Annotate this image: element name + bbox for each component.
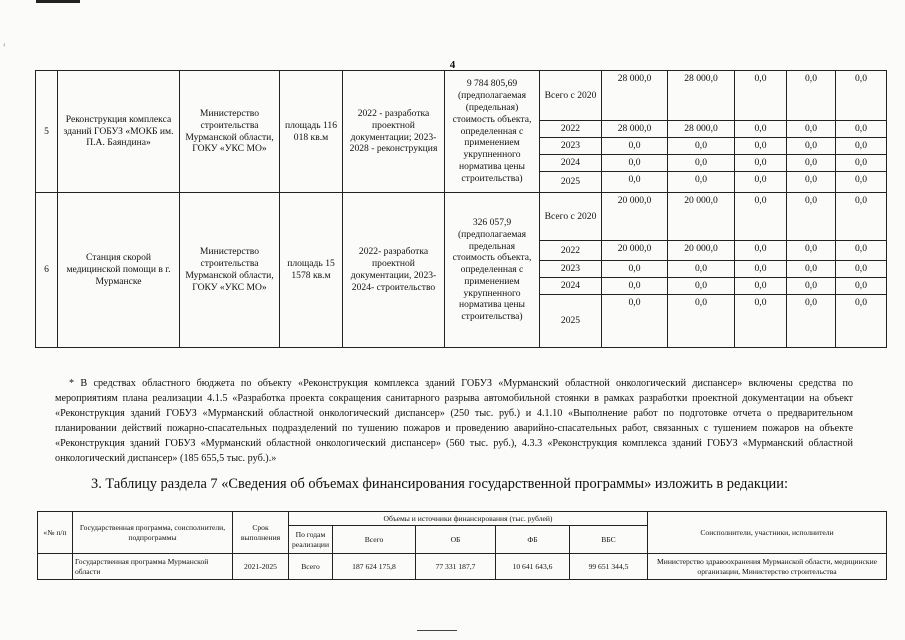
- amount-cell: 0,0: [787, 138, 836, 155]
- amount-cell: 28 000,0: [602, 71, 668, 121]
- header-funding: Объемы и источники финансирования (тыс. рублей): [289, 512, 648, 526]
- year-cell: 2024: [540, 155, 602, 172]
- row-by-year: Всего: [289, 554, 333, 580]
- capital-objects-table: [35, 70, 887, 348]
- amount-cell: 0,0: [787, 71, 836, 121]
- amount-cell: 0,0: [787, 193, 836, 241]
- amount-cell: 0,0: [836, 121, 887, 138]
- responsible-cell: Министерство строительства Мурманской области, ГОКУ «УКС МО»: [180, 193, 280, 348]
- amount-cell: 0,0: [735, 278, 787, 295]
- funding-table: [37, 511, 887, 580]
- section-heading: 3. Таблицу раздела 7 «Сведения об объемах финансирования государственной программы» изложить в редакции:: [91, 476, 788, 492]
- header-vbs: ВБС: [570, 526, 648, 554]
- table-row: [36, 193, 887, 241]
- amount-cell: 0,0: [735, 261, 787, 278]
- bottom-rule: [417, 630, 457, 631]
- footnote-text: * В средствах областного бюджета по объекту «Реконструкция комплекса зданий ГОБУЗ «Мурманский областной онкологический диспансер» включены средства по мероприятиям плана реализации 4.1.5 «Разработка проекта сокращения санитарного разрыва автомобильной стоянки в рамках разработки проектной документации на объект «Реконструкция зданий ГОБУЗ «Мурманский областной онкологический диспансер» (250 тыс. руб.) и 4.1.10 «Выполнение работ по подготовке отчета о предварительном планировании действий пожарно-спасательных подразделений по тушению пожаров и проведению аварийно-спасательных работ, связанных с тушением пожаров на объекте «Реконструкция зданий ГОБУЗ «Мурманский областной онкологический диспансер» (560 тыс. руб.), 4.3.3 «Реконструкция комплекса зданий ГОБУЗ «Мурманский областной онкологический диспансер» (185 655,5 тыс. руб.).»: [55, 378, 853, 464]
- header-executors: Соисполнители, участники, исполнители: [648, 512, 887, 554]
- amount-cell: 0,0: [836, 241, 887, 261]
- amount-cell: 0,0: [602, 155, 668, 172]
- amount-cell: 0,0: [787, 155, 836, 172]
- amount-cell: 0,0: [836, 295, 887, 348]
- row-term: 2021-2025: [233, 554, 289, 580]
- row-number-cell: 6: [36, 193, 58, 348]
- amount-cell: 20 000,0: [602, 193, 668, 241]
- amount-cell: 0,0: [836, 193, 887, 241]
- year-cell: 2023: [540, 138, 602, 155]
- table-row: [36, 71, 887, 121]
- page-number: 4: [449, 59, 456, 71]
- amount-cell: 0,0: [787, 172, 836, 193]
- amount-cell: 0,0: [735, 121, 787, 138]
- amount-cell: 0,0: [735, 138, 787, 155]
- period-cell: 2022- разработка проектной документации, 2023-2024- строительство: [343, 193, 445, 348]
- year-cell: 2025: [540, 295, 602, 348]
- header-by-year: По годам реализации: [289, 526, 333, 554]
- amount-cell: 20 000,0: [668, 241, 735, 261]
- row-number-cell: 5: [36, 71, 58, 193]
- amount-cell: 0,0: [735, 295, 787, 348]
- year-cell: Всего с 2020: [540, 193, 602, 241]
- amount-cell: 0,0: [602, 172, 668, 193]
- amount-cell: 0,0: [602, 278, 668, 295]
- amount-cell: 0,0: [787, 121, 836, 138]
- amount-cell: 0,0: [787, 241, 836, 261]
- year-cell: 2025: [540, 172, 602, 193]
- amount-cell: 0,0: [787, 295, 836, 348]
- row-fb: 10 641 643,6: [496, 554, 570, 580]
- object-name-cell: Реконструкция комплекса зданий ГОБУЗ «МОКБ им. П.А. Баяндина»: [58, 71, 180, 193]
- year-cell: 2024: [540, 278, 602, 295]
- amount-cell: 0,0: [602, 261, 668, 278]
- year-cell: Всего с 2020: [540, 71, 602, 121]
- year-cell: 2023: [540, 261, 602, 278]
- amount-cell: 0,0: [668, 261, 735, 278]
- amount-cell: 0,0: [836, 261, 887, 278]
- period-cell: 2022 - разработка проектной документации; 2023-2028 - реконструкция: [343, 71, 445, 193]
- amount-cell: 28 000,0: [668, 121, 735, 138]
- header-ob: ОБ: [416, 526, 496, 554]
- year-cell: 2022: [540, 241, 602, 261]
- amount-cell: 0,0: [836, 71, 887, 121]
- cost-cell: 326 057,9 (предполагаемая предельная стоимость объекта, определенная с применением укрупненного норматива цены строительства): [445, 193, 540, 348]
- header-total: Всего: [333, 526, 416, 554]
- cost-cell: 9 784 805,69 (предполагаемая (предельная) стоимость объекта, определенная с применением укрупненного норматива цены строительства): [445, 71, 540, 193]
- top-rule: [36, 0, 80, 3]
- amount-cell: 0,0: [668, 295, 735, 348]
- amount-cell: 0,0: [668, 138, 735, 155]
- header-fb: ФБ: [496, 526, 570, 554]
- margin-mark: ‹: [3, 40, 6, 49]
- amount-cell: 0,0: [735, 71, 787, 121]
- amount-cell: 0,0: [735, 193, 787, 241]
- header-program: Государственная программа, соисполнители, подпрограммы: [73, 512, 233, 554]
- year-cell: 2022: [540, 121, 602, 138]
- amount-cell: 0,0: [836, 155, 887, 172]
- amount-cell: 0,0: [668, 172, 735, 193]
- amount-cell: 0,0: [735, 172, 787, 193]
- capacity-cell: площадь 116 018 кв.м: [280, 71, 343, 193]
- amount-cell: 20 000,0: [602, 241, 668, 261]
- amount-cell: 0,0: [602, 295, 668, 348]
- amount-cell: 0,0: [787, 261, 836, 278]
- amount-cell: 0,0: [735, 241, 787, 261]
- amount-cell: 0,0: [668, 155, 735, 172]
- amount-cell: 0,0: [787, 278, 836, 295]
- header-term: Срок выполнения: [233, 512, 289, 554]
- amount-cell: 0,0: [836, 278, 887, 295]
- header-no: «№ п/п: [38, 512, 73, 554]
- row-ob: 77 331 187,7: [416, 554, 496, 580]
- row-program: Государственная программа Мурманской области: [73, 554, 233, 580]
- amount-cell: 28 000,0: [602, 121, 668, 138]
- amount-cell: 0,0: [735, 155, 787, 172]
- capacity-cell: площадь 15 1578 кв.м: [280, 193, 343, 348]
- row-total: 187 624 175,8: [333, 554, 416, 580]
- amount-cell: 20 000,0: [668, 193, 735, 241]
- amount-cell: 0,0: [668, 278, 735, 295]
- row-executors: Министерство здравоохранения Мурманской области, медицинские организации, Министерство строительства: [648, 554, 887, 580]
- amount-cell: 0,0: [836, 138, 887, 155]
- amount-cell: 28 000,0: [668, 71, 735, 121]
- object-name-cell: Станция скорой медицинской помощи в г. Мурманске: [58, 193, 180, 348]
- row-vbs: 99 651 344,5: [570, 554, 648, 580]
- responsible-cell: Министерство строительства Мурманской области, ГОКУ «УКС МО»: [180, 71, 280, 193]
- amount-cell: 0,0: [602, 138, 668, 155]
- footnote: [55, 376, 853, 466]
- amount-cell: 0,0: [836, 172, 887, 193]
- row-no: [38, 554, 73, 580]
